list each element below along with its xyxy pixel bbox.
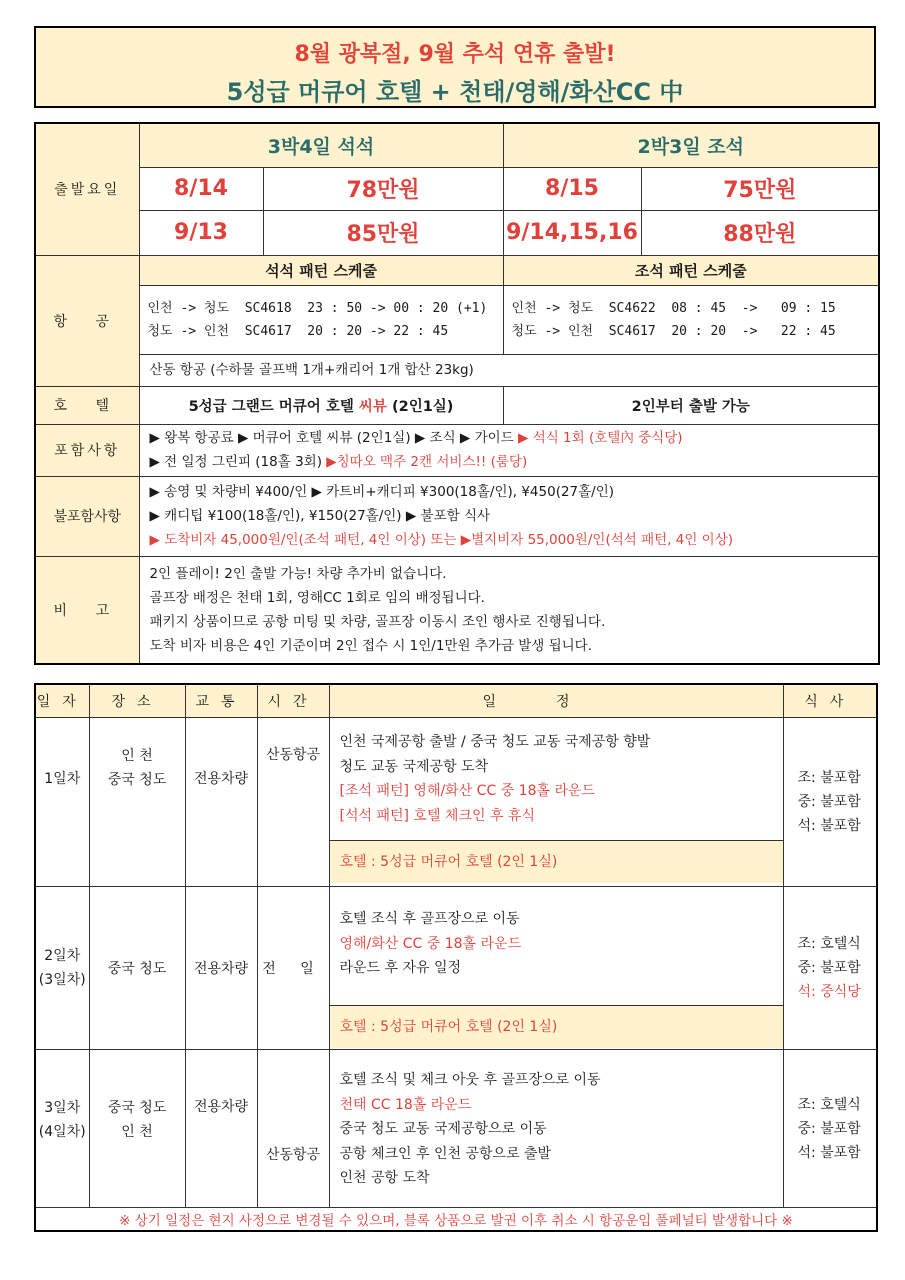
itinerary-table xyxy=(34,683,878,1232)
schedule-a-title: 석석 패턴 스케줄 xyxy=(139,255,503,285)
meal-1: 조: 불포함 중: 불포함 석: 불포함 xyxy=(783,718,877,887)
title-line-2: 5성급 머큐어 호텔 + 천태/영해/화산CC 中 xyxy=(226,78,684,106)
header-itinerary: 일정 xyxy=(329,684,783,718)
hotel-line-2: 호텔 : 5성급 머큐어 호텔 (2인 1실) xyxy=(330,1005,783,1048)
time-1: 산동항공 xyxy=(257,718,329,887)
hotel-min: 2인부터 출발 가능 xyxy=(503,386,879,424)
date-a-2: 9/13 xyxy=(139,210,263,255)
date-b-1: 8/15 xyxy=(503,167,641,210)
header-place: 장소 xyxy=(89,684,185,718)
day-3: 3일차 (4일차) xyxy=(35,1050,89,1208)
label-flight: 항 공 xyxy=(35,255,139,386)
day-2: 2일차 (3일차) xyxy=(35,887,89,1050)
label-departure: 출발요일 xyxy=(35,123,139,255)
notes-list: 2인 플레이! 2인 출발 가능! 차량 추가비 없습니다. 골프장 배정은 천태 1회, 영해CC 1회로 임의 배정됩니다. 패키지 상품이므로 공항 미팅 및 차량, 골프장 이동시 조인 행사로 진행됩니다. 도착 비자 비용은 4인 기준이며 2인 접수 시 1인/1만원 추가금 발생 됩니다. xyxy=(139,556,879,664)
place-3: 중국 청도 인 천 xyxy=(89,1050,185,1208)
header-meal: 식사 xyxy=(783,684,877,718)
meal-2: 조: 호텔식 중: 불포함 석: 중식당 xyxy=(783,887,877,1050)
flight-b: 인천 -> 청도 SC4622 08 : 45 -> 09 : 15 청도 -> 인천 SC4617 20 : 20 -> 22 : 45 xyxy=(503,285,879,354)
transport-1: 전용차량 xyxy=(185,718,257,887)
itinerary-3: 호텔 조식 및 체크 아웃 후 골프장으로 이동 천태 CC 18홀 라운드 중국 청도 교동 국제공항으로 이동 공항 체크인 후 인천 공항으로 출발 인천 공항 도착 xyxy=(329,1050,783,1208)
label-exclude: 불포함사항 xyxy=(35,476,139,556)
itinerary-1: 인천 국제공항 출발 / 중국 청도 교동 국제공항 향발 청도 교동 국제공항 도착 [조석 패턴] 영해/화산 CC 중 18홀 라운드 [석석 패턴] 호텔 체크인 후 휴식 호텔 : 5성급 머큐어 호텔 (2인 1실) xyxy=(329,718,783,887)
flight-a: 인천 -> 청도 SC4618 23 : 50 -> 00 : 20 (+1) 청도 -> 인천 SC4617 20 : 20 -> 22 : 45 xyxy=(139,285,503,354)
price-b-1: 75만원 xyxy=(641,167,879,210)
price-b-2: 88만원 xyxy=(641,210,879,255)
label-hotel: 호 텔 xyxy=(35,386,139,424)
header-time: 시간 xyxy=(257,684,329,718)
include-list: ▶ 왕복 항공료 ▶ 머큐어 호텔 씨뷰 (2인1실) ▶ 조식 ▶ 가이드 ▶ 석식 1회 (호텔內 중식당) ▶ 전 일정 그린피 (18홀 3회) ▶칭따오 맥주 2캔 서비스!! (룸당) xyxy=(139,424,879,476)
exclude-list: ▶ 송영 및 차량비 ¥400/인 ▶ 카트비+캐디피 ¥300(18홀/인), ¥450(27홀/인) ▶ 캐디팁 ¥100(18홀/인), ¥150(27홀/인) ▶ 불포함 식사 ▶ 도착비자 45,000원/인(조석 패턴, 4인 이상) 또는 ▶별지비자 55,000원/인(석석 패턴, 4인 이상) xyxy=(139,476,879,556)
airline-note: 산동 항공 (수하물 골프백 1개+캐리어 1개 합산 23kg) xyxy=(139,354,879,386)
header-day: 일자 xyxy=(35,684,89,718)
header-transport: 교통 xyxy=(185,684,257,718)
date-b-2: 9/14,15,16 xyxy=(503,210,641,255)
itinerary-2: 호텔 조식 후 골프장으로 이동 영해/화산 CC 중 18홀 라운드 라운드 후 자유 일정 호텔 : 5성급 머큐어 호텔 (2인 1실) xyxy=(329,887,783,1050)
place-2: 중국 청도 xyxy=(89,887,185,1050)
footer-notice: ※ 상기 일정은 현지 사정으로 변경될 수 있으며, 블록 상품으로 발권 이후 취소 시 항공운임 풀페널티 발생합니다 ※ xyxy=(35,1208,877,1232)
time-3: 산동항공 xyxy=(257,1050,329,1208)
plan-a-title: 3박4일 석석 xyxy=(139,123,503,167)
label-note: 비 고 xyxy=(35,556,139,664)
package-info-table xyxy=(34,122,880,665)
meal-3: 조: 호텔식 중: 불포함 석: 불포함 xyxy=(783,1050,877,1208)
place-1: 인 천 중국 청도 xyxy=(89,718,185,887)
table-row xyxy=(35,718,877,887)
price-a-2: 85만원 xyxy=(263,210,503,255)
label-include: 포함사항 xyxy=(35,424,139,476)
table-row xyxy=(35,887,877,1050)
time-2: 전 일 xyxy=(257,887,329,1050)
day-1: 1일차 xyxy=(35,718,89,887)
schedule-b-title: 조석 패턴 스케줄 xyxy=(503,255,879,285)
transport-3: 전용차량 xyxy=(185,1050,257,1208)
table-row xyxy=(35,1050,877,1208)
title-line-1: 8월 광복절, 9월 추석 연휴 출발! xyxy=(294,42,616,67)
transport-2: 전용차량 xyxy=(185,887,257,1050)
date-a-1: 8/14 xyxy=(139,167,263,210)
plan-b-title: 2박3일 조석 xyxy=(503,123,879,167)
price-a-1: 78만원 xyxy=(263,167,503,210)
hotel-line-1: 호텔 : 5성급 머큐어 호텔 (2인 1실) xyxy=(330,840,783,883)
title-banner xyxy=(34,26,876,108)
hotel-name: 5성급 그랜드 머큐어 호텔 씨뷰 (2인1실) xyxy=(139,386,503,424)
